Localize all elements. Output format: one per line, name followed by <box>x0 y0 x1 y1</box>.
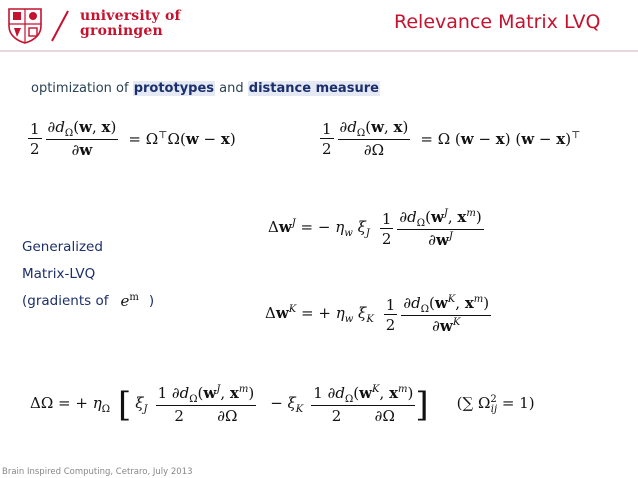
label-generalized: Generalized <box>22 239 103 255</box>
label-matrix-lvq: Matrix-LVQ <box>22 266 96 282</box>
label-gradients: (gradients of $e^m$ ) <box>22 292 155 310</box>
term-distance-measure: distance measure <box>248 81 379 96</box>
term-prototypes: prototypes <box>133 81 215 96</box>
university-line1: university of <box>80 8 181 24</box>
label-gradients-suffix: ) <box>148 293 155 309</box>
header-divider <box>0 50 638 52</box>
equation-gradient-w: $\frac{1}{2}$ $\frac{\partial d_\Omega(w, x)}{\partial w}$ = Ω⊤Ω(w − x) <box>30 118 236 159</box>
university-wordmark <box>80 9 181 39</box>
equation-update-wK: $\Delta w^K$ = + $\eta_w$ $\xi_K$ $\frac{1}{2}$ $\frac{\partial d_\Omega(w^K, x^m)}{\partial w^K}$ <box>265 294 490 335</box>
equation-update-wJ: $\Delta w^J$ = − $\eta_w$ $\xi_J$ $\frac{1}{2}$ $\frac{\partial d_\Omega(w^J, x^m)}{\partial w^J}$ <box>268 208 482 249</box>
label-gradients-prefix: (gradients of <box>22 293 109 309</box>
slide-title: Relevance Matrix LVQ <box>394 11 601 33</box>
intro-line <box>31 81 380 96</box>
equation-update-omega: ΔΩ = + $\eta_\Omega$ [ $\xi_J$ $\frac{1 \partial d_\Omega(w^J, x^m)}{2 \partial\Omega}$ − $\xi_K$ $\frac{1 \partial d_\Omega(w^K, x^m)}{2 \partial\Omega}$ ] (∑ $\Omega^2_{ij} = 1$) <box>30 384 535 425</box>
university-crest-logo <box>6 6 44 44</box>
equation-gradient-omega: $\frac{1}{2}$ $\frac{\partial d_\Omega(w, x)}{\partial\Omega}$ = Ω (w − x) (w − x)⊤ <box>322 118 581 159</box>
university-line2: groningen <box>80 23 163 39</box>
logo-divider-slash <box>50 10 70 42</box>
footer-credit: Brain Inspired Computing, Cetraro, July 2013 <box>2 467 193 477</box>
intro-connector: and <box>219 81 244 96</box>
intro-prefix: optimization of <box>31 81 129 96</box>
